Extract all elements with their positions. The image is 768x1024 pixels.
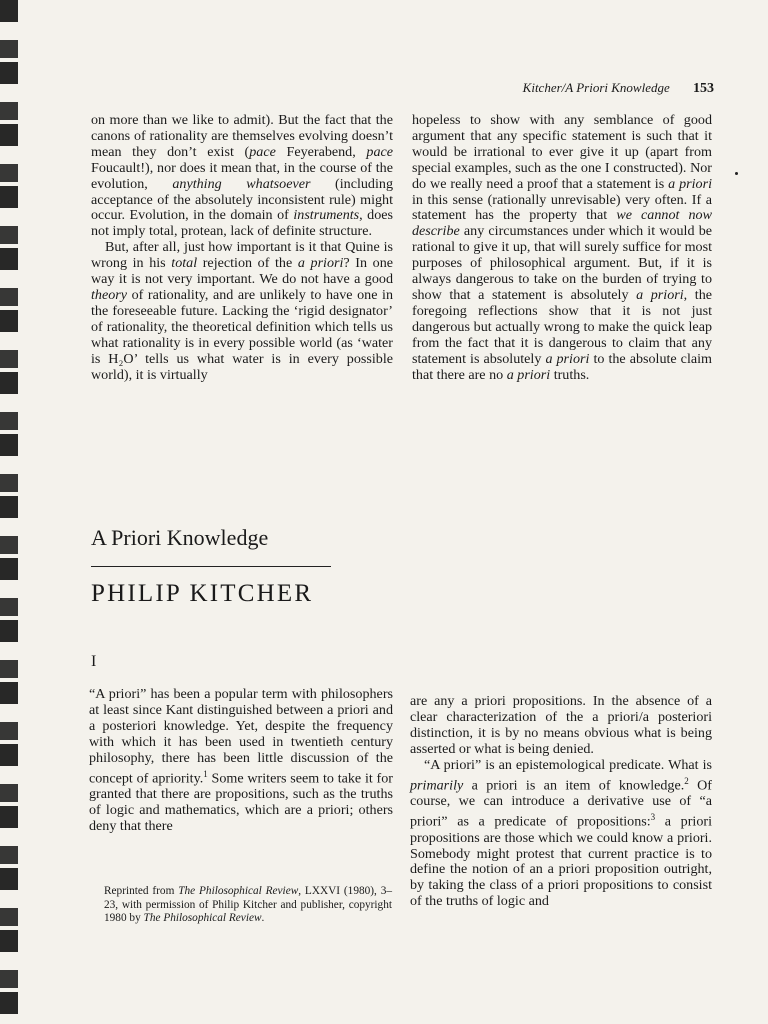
page-number: 153	[693, 81, 714, 96]
text-run: .	[261, 912, 265, 924]
footnote-ref: 2	[684, 775, 689, 786]
text-run: rejection of the	[197, 255, 298, 272]
italic-run: theory	[91, 286, 128, 303]
text-run: (including acceptance of the absolutely inconsistent rule) might occur. Evolution, in the domain of	[91, 175, 393, 224]
italic-run: instruments	[293, 207, 360, 224]
title-rule	[91, 566, 331, 567]
text-run: truths.	[550, 366, 590, 383]
italic-run: a priori	[506, 366, 551, 383]
section-number: I	[91, 653, 97, 670]
text-run: “A priori” is an epistemological predicate. What is	[424, 756, 712, 773]
italic-run: The Philosophical Review	[178, 885, 299, 897]
italic-run: primarily	[410, 777, 464, 794]
text-run: a priori propositions are those which we could know a priori. Somebody might protest that current practice is to define the notion of an a priori proposition outright, by taking the class of a priori propositions to consist of the truths of logic and	[410, 813, 712, 910]
italic-run: total	[171, 255, 198, 272]
italic-run: a priori	[636, 286, 684, 303]
text-run: Of course, we can introduce a derivative use of “a priori” as a predicate of propositions:	[410, 777, 712, 830]
text-run: , the foregoing reflections show that it is not just dangerous but actually wrong to make the quick leap from the fact that it is dangerous to claim that any statement is absolutely	[412, 286, 713, 367]
text-run: “A priori” has been a popular term with philosophers at least since Kant distinguished between a priori and a posteriori knowledge. Yet, despite the frequency with which it has been used in twentieth century philosophy, there has been little discussion of the concept of apriority.	[89, 686, 393, 787]
text-run: of rationality, and are unlikely to have one in the foreseeable future. Lacking the ‘rigid designator’ of rationality, the theoretical definition which tells us what rationality is in every possible world (as ‘water is H₂O’ tells us what water is in every possible world), it is virtually	[91, 286, 393, 383]
text-run: are any a priori propositions. In the absence of a clear characterization of the a priori/a posteriori distinction, it is by no means obvious what is being asserted or what is being denied.	[410, 693, 712, 757]
italic-run: anything whatsoever	[172, 175, 311, 192]
text-run: But, after all, just how important is it that Quine is wrong in his	[91, 239, 393, 272]
paragraph	[410, 758, 712, 911]
italic-run: we cannot now describe	[412, 207, 712, 240]
text-run: any circumstances under which it would be rational to give it up, that will surely suffice for most purposes of philosophical argument. But, if it is always dangerous to take on the burden of trying to show that a statement is absolutely	[412, 223, 712, 303]
text-run: a priori is an item of knowledge.	[463, 777, 685, 794]
italic-run: a priori	[545, 350, 590, 367]
scan-binding-edge	[0, 0, 18, 1024]
italic-run: pace	[366, 143, 394, 160]
paragraph	[89, 687, 393, 835]
text-run: ? In one way it is not very important. We do not have a good	[91, 255, 393, 288]
article-author: PHILIP KITCHER	[91, 580, 314, 607]
paragraph	[91, 240, 393, 383]
prev-article-column-right	[412, 113, 712, 383]
footnote-ref: 3	[650, 812, 656, 823]
text-run: Some writers seem to take it for granted that there are propositions, such as the truths of logic and mathematics, which are a priori; others deny that there	[89, 770, 393, 834]
scan-speck	[735, 172, 738, 175]
running-header	[523, 80, 714, 97]
text-run: Foucault!), nor does it mean that, in the course of the evolution,	[91, 159, 393, 192]
text-run: Reprinted from	[104, 885, 179, 897]
article-column-right	[410, 694, 712, 910]
text-run: , LXXVI (1980), 3–23, with permission of Philip Kitcher and publisher, copyright 1980 by	[104, 885, 393, 924]
running-title: Kitcher/A Priori Knowledge	[522, 80, 670, 95]
italic-run: a priori	[668, 175, 712, 192]
text-run: to the absolute claim that there are no	[412, 350, 712, 383]
paragraph	[410, 694, 712, 758]
italic-run: a priori	[297, 255, 344, 272]
text-run: , does not imply total, protean, lack of definite structure.	[91, 207, 393, 240]
article-column-left	[89, 687, 393, 835]
prev-article-column-left	[91, 113, 393, 383]
article-title: A Priori Knowledge	[91, 525, 269, 550]
text-run: hopeless to show with any semblance of good argument that any specific statement is such that it would be irrational to ever give it up (apart from special examples, such as the one I constructed). Nor do we really need a proof that a statement is	[412, 112, 712, 192]
text-run: in this sense (rationally unrevisable) very often. If a statement has the property that	[412, 191, 712, 224]
source-footnote	[104, 885, 392, 926]
footnote-ref: 1	[203, 768, 208, 779]
text-run: Feyerabend,	[275, 143, 367, 160]
italic-run: The Philosophical Review	[143, 912, 262, 924]
paragraph	[412, 113, 712, 383]
text-run: on more than we like to admit). But the fact that the canons of rationality are themselves evolving doesn’t mean they don’t exist (	[91, 112, 393, 160]
paragraph	[91, 113, 393, 240]
italic-run: pace	[249, 143, 276, 160]
